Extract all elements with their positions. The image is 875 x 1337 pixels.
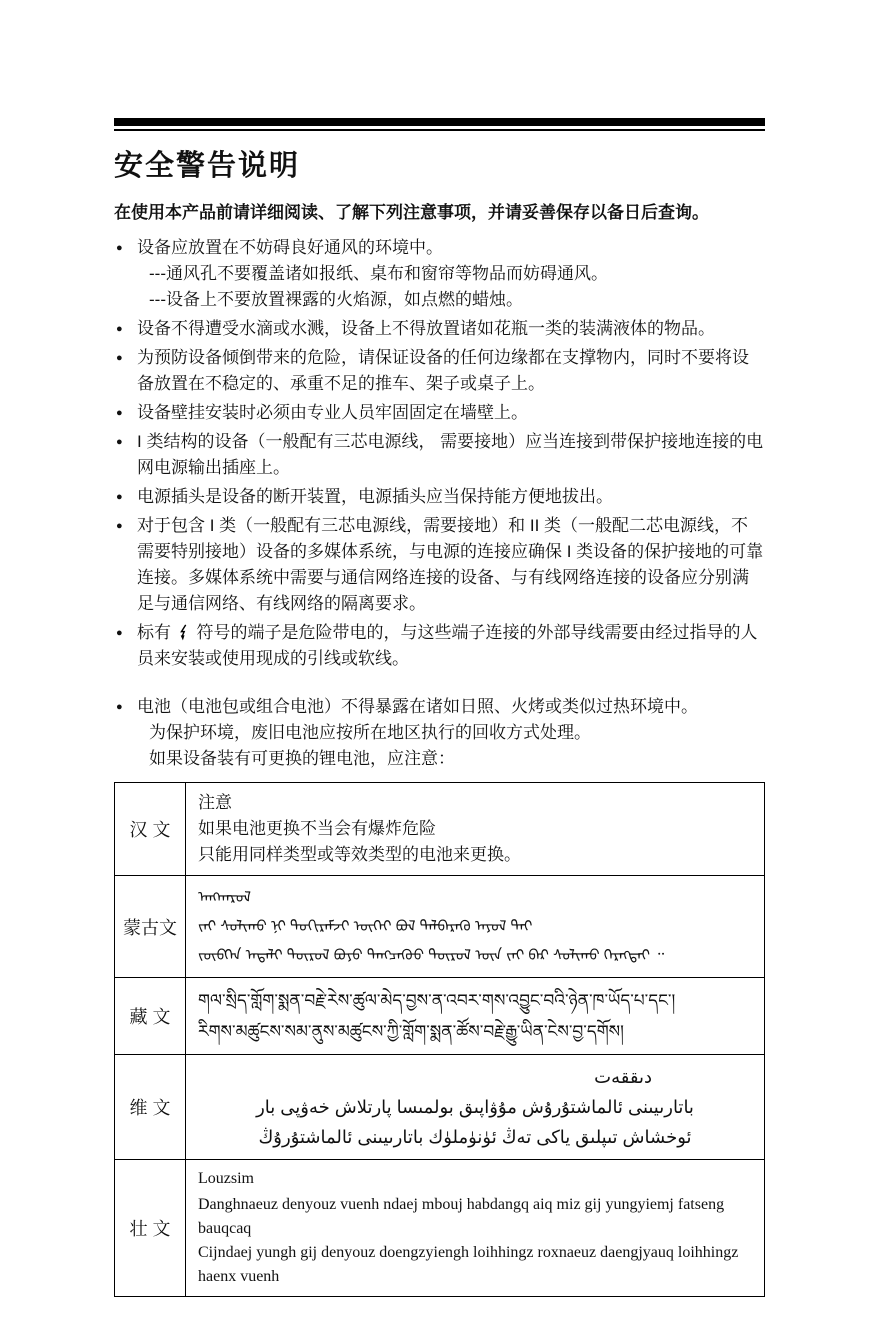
bullet-dot: ●: [116, 407, 123, 419]
table-content: [186, 1160, 765, 1297]
table-row-zhuang: [115, 1160, 765, 1297]
language-label: 壮 文: [115, 1160, 186, 1297]
bullet-text-post: 符号的端子是危险带电的，与这些端子连接的外部导线需要由经过指导的人员来安装或使用现成的引线或软线。: [137, 623, 758, 668]
table-line: باتارىيىنى ئالماشتۇرۇش مۇۋاپىق بولمىسا پارتلاش خەۋپى بار: [256, 1097, 694, 1117]
table-row-tibetan: [115, 978, 765, 1055]
bullet-line: [137, 620, 765, 672]
table-line: 如果电池更换不当会有爆炸危险: [198, 819, 436, 838]
table-line: ئوخشاش تىپلىق ياكى تەڭ ئۈنۈملۈك باتارىيىنى ئالماشتۇرۇڭ: [258, 1127, 692, 1147]
table-line: གལ་སྲིད་གློག་སྨན་བརྗེ་རེས་ཚུལ་མེད་བྱས་ན་འབར་གས་འབྱུང་བའི་ཉེན་ཁ་ཡོད་པ་དང་།: [198, 991, 676, 1010]
safety-bullet-list: [114, 235, 765, 772]
table-line: Louzsim: [198, 1170, 254, 1187]
bullet-line: 设备不得遭受水滴或水溅，设备上不得放置诸如花瓶一类的装满液体的物品。: [137, 319, 715, 338]
table-line: ᠠᠩᠬᠠᠷᠤᠯ: [198, 889, 251, 906]
battery-warning-table: [114, 782, 765, 1297]
bullet-item: [114, 484, 765, 510]
table-line: Danghnaeuz denyouz vuenh ndaej mbouj habdangq aiq miz gij yungyiemj fatseng bauqcaq: [198, 1196, 725, 1237]
bullet-dot: ●: [116, 436, 123, 448]
language-label: 蒙古文: [115, 876, 186, 978]
bullet-item: [114, 620, 765, 672]
bullet-line: 为预防设备倾倒带来的危险，请保证设备的任何边缘都在支撑物内，同时不要将设备放置在不稳定的、承重不足的推车、架子或桌子上。: [137, 348, 749, 393]
bullet-text-pre: 标有: [137, 623, 176, 642]
bullet-line: 电源插头是设备的断开装置，电源插头应当保持能方便地拔出。: [137, 487, 613, 506]
bullet-subline: ---设备上不要放置裸露的火焰源，如点燃的蜡烛。: [149, 290, 523, 309]
table-line: 只能用同样类型或等效类型的电池来更换。: [198, 845, 521, 864]
bullet-line: 设备壁挂安装时必须由专业人员牢固固定在墙壁上。: [137, 403, 528, 422]
header-rule: [114, 118, 765, 131]
table-content: [186, 783, 765, 876]
bullet-dot: ●: [116, 352, 123, 364]
bullet-subline: 如果设备装有可更换的锂电池，应注意：: [149, 749, 455, 768]
table-row-mongolian: [115, 876, 765, 978]
bullet-dot: ●: [116, 323, 123, 335]
language-label: 汉 文: [115, 783, 186, 876]
bullet-item: [114, 400, 765, 426]
table-content: [186, 1055, 765, 1160]
bullet-item: [114, 235, 765, 313]
table-line: Cijndaej yungh gij denyouz doengzyiengh loihhingz roxnaeuz daengjyauq loihhingz haenx vuenh: [198, 1244, 739, 1285]
intro-text: 在使用本产品前请详细阅读、了解下列注意事项，并请妥善保存以备日后查询。: [114, 203, 709, 222]
language-label: 维 文: [115, 1055, 186, 1160]
bullet-dot: ●: [116, 491, 123, 503]
bullet-item: [114, 513, 765, 617]
table-line: རིགས་མཚུངས་སམ་ནུས་མཚུངས་ཀྱི་གློག་སྨན་ཚོས་བརྗེ་རྒྱུ་ཡིན་ངེས་བྱ་དགོས།: [198, 1022, 624, 1041]
language-label: 藏 文: [115, 978, 186, 1055]
table-content: [186, 876, 765, 978]
bullet-dot: ●: [116, 627, 123, 639]
header-rule-thin: [114, 129, 765, 131]
bullet-line: I 类结构的设备（一般配有三芯电源线， 需要接地）应当连接到带保护接地连接的电网电源输出插座上。: [137, 432, 764, 477]
bullet-item: [114, 345, 765, 397]
header-rule-thick: [114, 118, 765, 126]
table-line: 注意: [198, 793, 232, 812]
table-line: ᠵᠠᠢ ᠰᠣᠯᠢᠬᠤ ᠨᠢ ᠲᠣᠬᠢᠷᠠᠮᠵᠢ ᠦᠭᠡᠢ ᠪᠣᠯ ᠳᠡᠯᠪᠡᠷᠡᠬᠦ ᠠᠶᠤᠯ ᠲᠠᠢ: [198, 918, 533, 935]
bullet-dot: ●: [116, 701, 123, 713]
page-title: 安全警告说明: [114, 150, 301, 182]
bullet-dot: ●: [116, 242, 123, 254]
bullet-item: [114, 316, 765, 342]
bullet-dot: ●: [116, 520, 123, 532]
bullet-line: 设备应放置在不妨碍良好通风的环境中。: [137, 238, 443, 257]
bullet-item: [114, 429, 765, 481]
bullet-item-battery: [114, 694, 765, 772]
table-line-heading: دىققەت: [594, 1067, 652, 1087]
bullet-subline: ---通风孔不要覆盖诸如报纸、桌布和窗帘等物品而妨碍通风。: [149, 264, 608, 283]
bullet-line: 电池（电池包或组合电池）不得暴露在诸如日照、火烤或类似过热环境中。: [137, 697, 698, 716]
lightning-icon: [178, 623, 190, 640]
table-row-chinese: [115, 783, 765, 876]
table-row-uyghur: [115, 1055, 765, 1160]
bullet-line: 对于包含 I 类（一般配有三芯电源线，需要接地）和 II 类（一般配二芯电源线，不需要特别接地）设备的多媒体系统，与电源的连接应确保 I 类设备的保护接地的可靠连接。多媒体系统中需要与通信网络连接的设备、与有线网络连接的设备应分别满足与通信网络、有线网络的隔离要求。: [137, 516, 764, 613]
bullet-subline: 为保护环境，废旧电池应按所在地区执行的回收方式处理。: [149, 723, 591, 742]
table-line: ᠵᠥᠪᠬᠡᠨ ᠠᠳᠠᠯᠢ ᠲᠥᠷᠥᠯ ᠪᠤᠶᠤ ᠲᠡᠩᠴᠡᠭᠦᠦ ᠲᠥᠷᠥᠯ ᠦᠨ ᠵᠠᠢ ᠪᠠᠷ ᠰᠣᠯᠢᠬᠤ ᠬᠡᠷᠡᠭᠲᠡᠢ ᠃: [198, 947, 665, 964]
table-content: [186, 978, 765, 1055]
